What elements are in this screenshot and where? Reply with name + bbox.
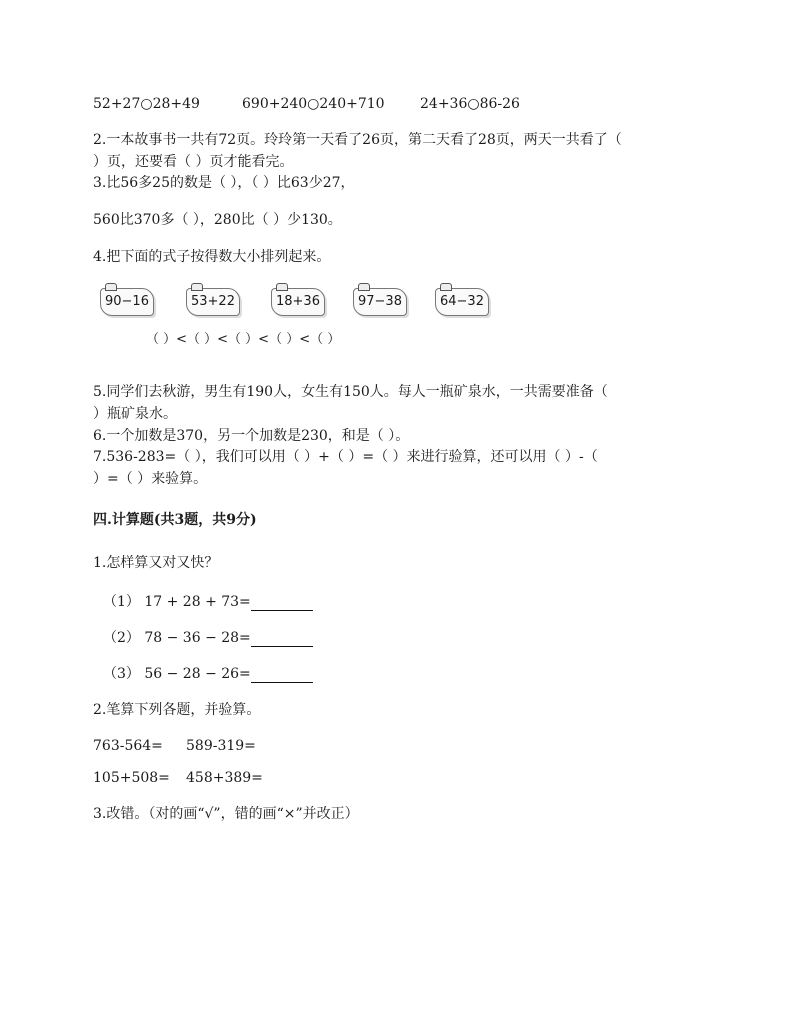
card-label: 90−16 (105, 294, 149, 309)
clip-icon (276, 283, 288, 291)
calc-1-title: 1.怎样算又对又快？ (93, 555, 219, 571)
question-5-line2: ）瓶矿泉水。 (93, 406, 177, 422)
answer-blank[interactable] (251, 632, 313, 647)
expression-card (186, 288, 240, 316)
question-7-line2: ）=（ ）来验算。 (93, 471, 208, 487)
calc-1-item (103, 665, 313, 683)
calc-1-expr: （3） 56 − 28 − 26= (103, 666, 251, 682)
clip-icon (358, 283, 370, 291)
answer-blank[interactable] (251, 668, 313, 683)
question-5-line1: 5.同学们去秋游，男生有190人，女生有150人。每人一瓶矿泉水，一共需要准备（ (93, 384, 608, 400)
question-4-title: 4.把下面的式子按得数大小排列起来。 (93, 249, 331, 265)
card-label: 18+36 (276, 294, 320, 309)
expression-card (100, 288, 154, 316)
clip-icon (191, 283, 203, 291)
expression-card (353, 288, 407, 316)
order-answer-line: （ ）<（ ）<（ ）<（ ）<（ ） (146, 332, 341, 347)
calc-1-item (103, 629, 313, 647)
calc-2-expr: 458+389= (186, 770, 263, 786)
calc-3-title: 3.改错。（对的画“√”，错的画“×”并改正） (93, 806, 359, 822)
calc-2-title: 2.笔算下列各题，并验算。 (93, 702, 261, 718)
compare-expr-3: 24+36○86-26 (420, 96, 520, 112)
calc-2-expr: 589-319= (186, 738, 256, 754)
card-label: 53+22 (191, 294, 235, 309)
question-7-line1: 7.536-283=（ ），我们可以用（ ）+（ ）=（ ）来进行验算，还可以用（ ）-（ (93, 449, 598, 465)
expression-card (435, 288, 489, 316)
question-3-line1: 3.比56多25的数是（ ），（ ）比63少27， (93, 175, 355, 191)
question-2-line1: 2.一本故事书一共有72页。玲玲第一天看了26页，第二天看了28页，两天一共看了（ (93, 132, 622, 148)
calc-1-expr: （2） 78 − 36 − 28= (103, 630, 251, 646)
card-label: 64−32 (440, 294, 484, 309)
card-label: 97−38 (358, 294, 402, 309)
expression-card (271, 288, 325, 316)
clip-icon (105, 283, 117, 291)
calc-2-expr: 763-564= (93, 738, 163, 754)
compare-expr-2: 690+240○240+710 (242, 96, 385, 112)
calc-2-expr: 105+508= (93, 770, 170, 786)
question-6: 6.一个加数是370，另一个加数是230，和是（ ）。 (93, 428, 410, 444)
clip-icon (440, 283, 452, 291)
calc-1-expr: （1） 17 + 28 + 73= (103, 594, 251, 610)
compare-expr-1: 52+27○28+49 (93, 96, 200, 112)
calc-1-item (103, 593, 313, 611)
question-2-line2: ）页，还要看（ ）页才能看完。 (93, 154, 294, 170)
section-4-title: 四.计算题(共3题，共9分) (93, 512, 257, 528)
question-3-line2: 560比370多（ ），280比（ ）少130。 (93, 212, 342, 228)
answer-blank[interactable] (251, 596, 313, 611)
